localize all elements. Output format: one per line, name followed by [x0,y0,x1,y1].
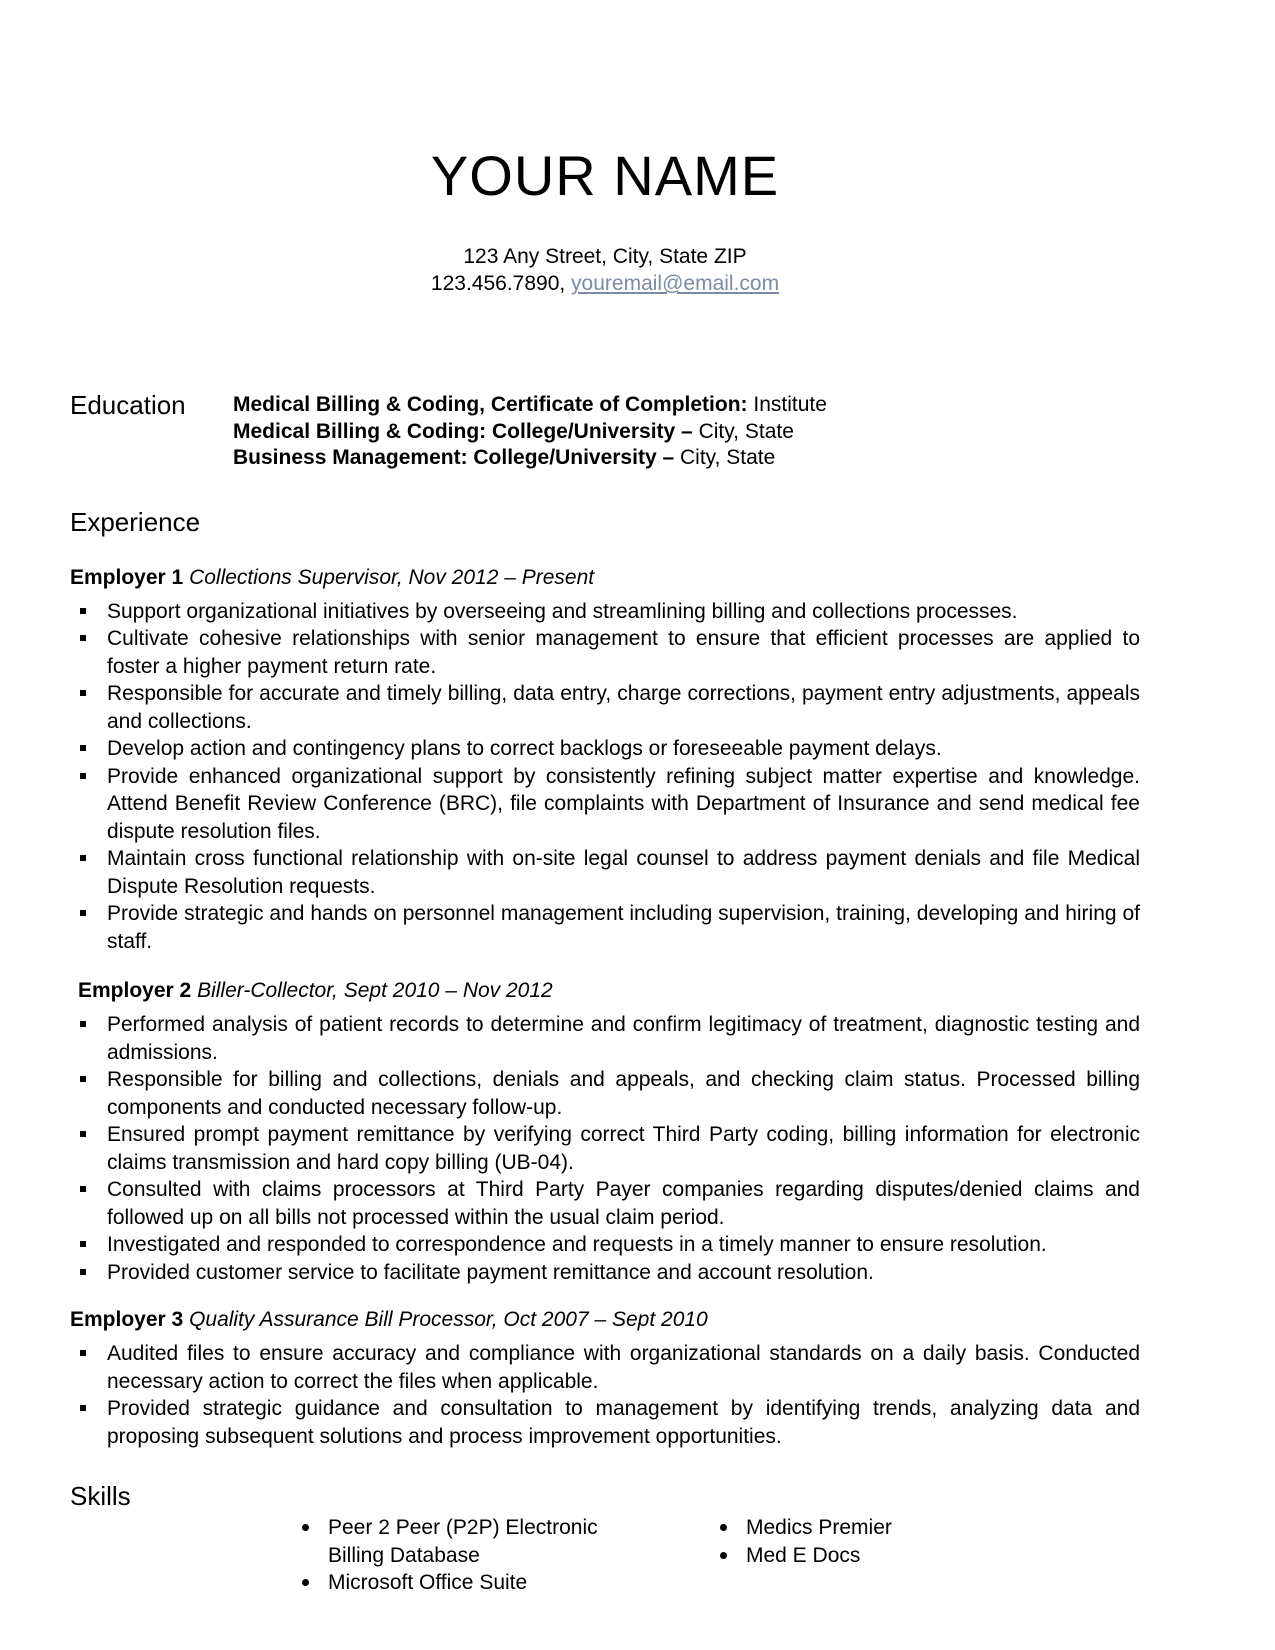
job-bullet: Cultivate cohesive relationships with senior management to ensure that efficient processes are applied to foster a higher payment return rate. [107,625,1140,680]
job-bullet-list [70,1340,1140,1450]
education-entry-school: City, State [698,419,794,443]
education-entry [233,392,827,419]
job-title-dates: Collections Supervisor, Nov 2012 – Present [189,565,595,589]
skills-heading: Skills [70,1481,131,1511]
address-line: 123 Any Street, City, State ZIP [463,245,747,268]
job-bullet: Maintain cross functional relationship with on-site legal counsel to address payment denials and file Medical Dispute Resolution requests. [107,845,1140,900]
job-employer-3 [70,1306,1140,1450]
candidate-name: YOUR NAME [430,144,780,207]
education-entry-school: Institute [753,393,827,416]
job-bullet: Provided strategic guidance and consultation to management by identifying trends, analyzing data and proposing subsequent solutions and process improvement opportunities. [107,1395,1140,1450]
job-bullet: Provided customer service to facilitate payment remittance and account resolution. [107,1259,1140,1287]
skill-item: Peer 2 Peer (P2P) Electronic Billing Database [302,1514,632,1569]
skill-item: Microsoft Office Suite [302,1569,632,1597]
job-title-dates: Biller-Collector, Sept 2010 – Nov 2012 [197,979,553,1002]
employer-name: Employer 3 [70,1308,184,1331]
job-bullet: Responsible for billing and collections, denials and appeals, and checking claim status. Processed billing components and conducted necessary follow-up. [107,1066,1140,1121]
education-entry [233,445,827,472]
job-bullet: Performed analysis of patient records to determine and confirm legitimacy of treatment, diagnostic testing and admissions. [107,1011,1140,1066]
job-bullet: Provide strategic and hands on personnel management including supervision, training, developing and hiring of staff. [107,900,1140,955]
phone-email-line [70,270,1140,297]
job-bullet: Ensured prompt payment remittance by verifying correct Third Party coding, billing information for electronic claims transmission and hard copy billing (UB-04). [107,1121,1140,1176]
job-heading [70,564,1140,591]
education-entries [233,391,827,472]
resume-header [70,146,1140,297]
job-bullet: Develop action and contingency plans to correct backlogs or foreseeable payment delays. [107,735,1140,763]
skill-item: Medics Premier [720,1514,892,1542]
email-link[interactable]: youremail@email.com [571,272,780,295]
skills-column-right [720,1514,892,1597]
phone-number: 123.456.7890, [430,272,566,295]
job-heading [70,1306,1140,1333]
job-bullet-list [70,1011,1140,1286]
job-employer-1 [70,564,1140,956]
skills-section [70,1514,1140,1597]
education-entry-degree: Business Management: College/University – [233,446,675,469]
job-bullet: Support organizational initiatives by overseeing and streamlining billing and collections processes. [107,598,1140,626]
job-employer-2 [70,977,1140,1286]
job-bullet-list [70,598,1140,956]
education-entry-degree: Medical Billing & Coding: College/University – [233,419,693,443]
experience-heading: Experience [70,506,201,537]
education-heading: Education [70,390,186,420]
skills-column-left [302,1514,720,1597]
job-bullet: Audited files to ensure accuracy and compliance with organizational standards on a daily basis. Conducted necessary action to correct the files when applicable. [107,1340,1140,1395]
job-heading [70,977,1140,1004]
education-entry [233,419,827,446]
job-title-dates: Quality Assurance Bill Processor, Oct 2007 – Sept 2010 [189,1308,708,1331]
job-bullet: Provide enhanced organizational support by consistently refining subject matter expertise and knowledge. Attend Benefit Review Conference (BRC), file complaints with Department of Insurance and send medical fee dispute resolution files. [107,763,1140,846]
skill-item: Med E Docs [720,1542,892,1570]
education-section [70,391,1140,472]
education-entry-school: City, State [679,446,776,469]
job-bullet: Consulted with claims processors at Third Party Payer companies regarding disputes/denied claims and followed up on all bills not processed within the usual claim period. [107,1176,1140,1231]
employer-name: Employer 2 [78,979,192,1002]
employer-name: Employer 1 [70,565,184,589]
job-bullet: Investigated and responded to correspondence and requests in a timely manner to ensure resolution. [107,1231,1140,1259]
job-bullet: Responsible for accurate and timely billing, data entry, charge corrections, payment entry adjustments, appeals and collections. [107,680,1140,735]
contact-block [70,243,1140,297]
education-entry-degree: Medical Billing & Coding, Certificate of Completion: [233,393,748,416]
